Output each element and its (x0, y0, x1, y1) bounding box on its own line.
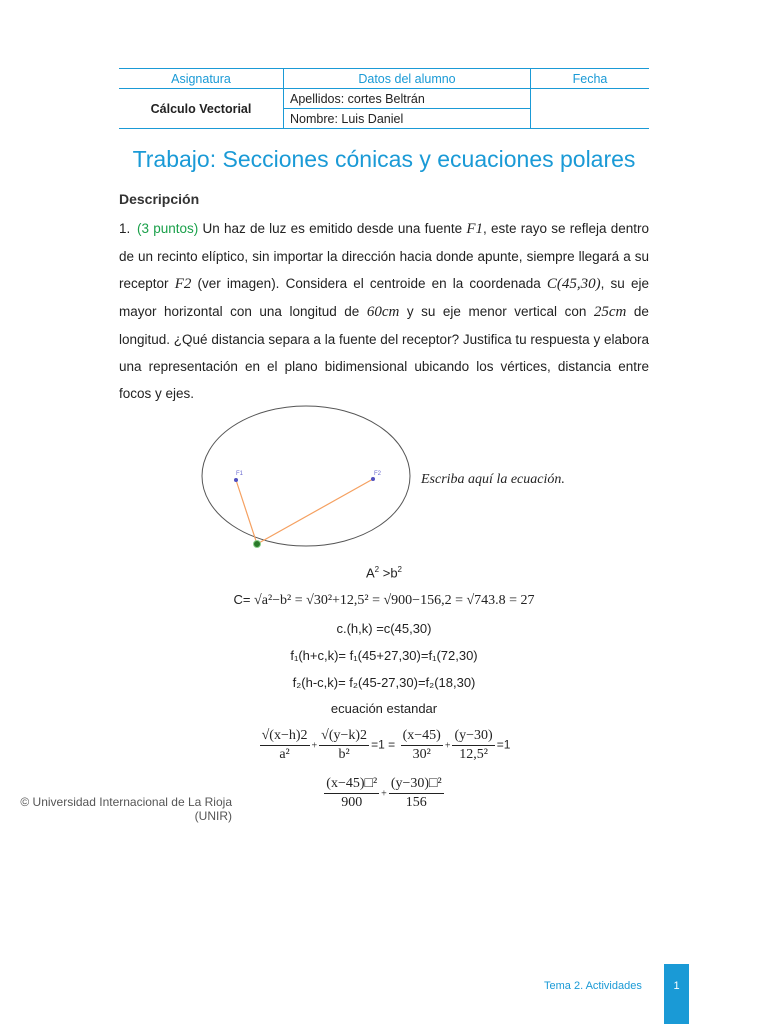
ray-from-f1 (236, 480, 257, 544)
name-value: Nombre: Luis Daniel (284, 109, 531, 129)
page-number: 1 (664, 964, 689, 1024)
frac-1 (260, 727, 310, 764)
work-line-3: c.(h,k) =c(45,30) (336, 621, 432, 636)
focus-f1-point (234, 478, 238, 482)
a-exp: 2 (374, 565, 380, 574)
frac-6-num: (y−30)□² (389, 775, 444, 794)
plus-2: + (444, 740, 451, 752)
frac-4-den: 12,5² (459, 747, 488, 762)
major-axis-value: 60cm (366, 304, 400, 320)
subject-value: Cálculo Vectorial (119, 89, 284, 129)
work-line-1 (0, 565, 768, 580)
copyright-notice (10, 795, 232, 823)
ray-to-f2 (257, 479, 373, 544)
frac-3-den: 30² (412, 747, 431, 762)
col-date-header: Fecha (531, 69, 650, 89)
label-f2: F2 (374, 471, 382, 477)
c-label: C= (233, 592, 251, 607)
equation-placeholder[interactable]: Escriba aquí la ecuación. (421, 472, 565, 487)
header-table (119, 68, 649, 129)
problem-points: (3 puntos) (137, 221, 199, 236)
work-line-2 (0, 592, 768, 609)
frac-6-den: 156 (405, 795, 427, 810)
problem-number: 1. (119, 221, 131, 236)
section-heading: Descripción (119, 191, 200, 207)
standard-equation (0, 727, 768, 764)
problem-text-2: , este rayo se refleja dentro de un recinto elíptico, sin importar la dirección hacia donde apunte, siempre llegará a su receptor (119, 221, 649, 291)
problem-text-1: Un haz de luz es emitido desde una fuente (202, 221, 463, 236)
reflection-point (254, 541, 261, 548)
frac-5 (324, 775, 379, 812)
date-value (531, 89, 650, 129)
ellipse-diagram (193, 404, 421, 552)
center-symbol: C(45,30) (546, 276, 601, 292)
page-title: Trabajo: Secciones cónicas y ecuaciones polares (132, 146, 636, 172)
work-line-5: f₂(h-c,k)= f₂(45-27,30)=f₂(18,30) (292, 675, 476, 690)
problem-text-6: de longitud. ¿Qué distancia separa a la fuente del receptor? Justifica tu respuesta y elabora una representación en el plano bidimensional ubicando los vértices, distancia entre focos y ejes. (119, 304, 649, 401)
copyright-line-2: (UNIR) (194, 809, 232, 823)
equals-2: =1 (496, 737, 511, 752)
problem-text-3: (ver imagen). Considera el centroide en la coordenada (197, 276, 541, 291)
work-line-6: ecuación estandar (330, 701, 438, 716)
work-line-4: f₁(h+c,k)= f₁(45+27,30)=f₁(72,30) (290, 648, 478, 663)
a-letter: A (365, 565, 375, 581)
frac-1-den: a² (279, 747, 290, 762)
frac-3 (401, 727, 443, 764)
plus-1: + (311, 740, 318, 752)
problem-text-4: , su eje mayor horizontal con una longitud de (119, 276, 649, 319)
frac-2-den: b² (338, 747, 350, 762)
b-letter: >b (379, 565, 398, 581)
frac-1-num: √(x−h)2 (260, 727, 310, 746)
frac-3-num: (x−45) (401, 727, 443, 746)
focus-f2-point (371, 477, 375, 481)
problem-paragraph (119, 215, 649, 407)
plus-3: + (381, 788, 387, 800)
label-f1: F1 (236, 471, 244, 477)
minor-axis-value: 25cm (593, 304, 627, 320)
col-student-header: Datos del alumno (284, 69, 531, 89)
ellipse-figure (193, 404, 421, 552)
problem-text-5: y su eje menor vertical con (406, 304, 587, 319)
frac-2-num: √(y−k)2 (319, 727, 369, 746)
col-subject-header: Asignatura (119, 69, 284, 89)
topic-label: Tema 2. Actividades (544, 980, 642, 992)
frac-5-den: 900 (341, 795, 363, 810)
focus-f1-symbol: F1 (466, 221, 484, 237)
equals-1: =1 = (371, 737, 396, 752)
copyright-line-1: © Universidad Internacional de La Rioja (20, 795, 232, 809)
focus-f2-symbol: F2 (174, 276, 192, 292)
frac-2 (319, 727, 369, 764)
frac-4 (452, 727, 494, 764)
surnames-value: Apellidos: cortes Beltrán (284, 89, 531, 109)
c-computation: √a²−b² = √30²+12,5² = √900−156,2 = √743.8 = 27 (254, 593, 535, 608)
b-exp: 2 (397, 565, 402, 574)
frac-4-num: (y−30) (452, 727, 494, 746)
frac-6 (389, 775, 444, 812)
frac-5-num: (x−45)□² (324, 775, 379, 794)
